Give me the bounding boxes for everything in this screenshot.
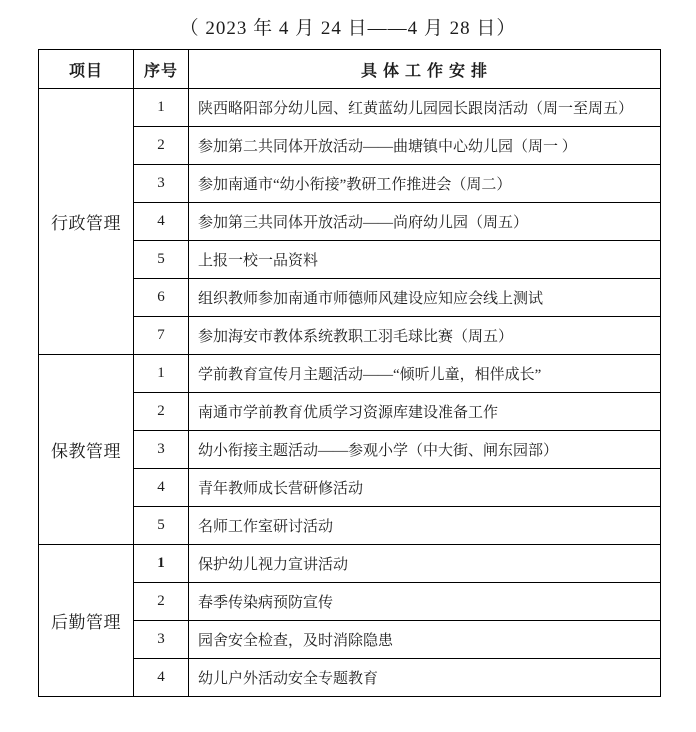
row-number: 2 — [134, 583, 189, 621]
task-cell: 青年教师成长营研修活动 — [189, 469, 661, 507]
work-schedule-table — [38, 49, 661, 697]
category-cell-logistics: 后勤管理 — [39, 545, 134, 697]
row-number: 2 — [134, 393, 189, 431]
table-row — [39, 89, 661, 127]
task-cell: 参加南通市“幼小衔接”教研工作推进会（周二） — [189, 165, 661, 203]
category-cell-administration: 行政管理 — [39, 89, 134, 355]
task-cell: 参加第三共同体开放活动——尚府幼儿园（周五） — [189, 203, 661, 241]
row-number: 6 — [134, 279, 189, 317]
row-number: 2 — [134, 127, 189, 165]
row-number: 5 — [134, 507, 189, 545]
header-row — [39, 50, 661, 89]
row-number: 1 — [134, 545, 189, 583]
table-row — [39, 545, 661, 583]
task-cell: 参加第二共同体开放活动——曲塘镇中心幼儿园（周一 ） — [189, 127, 661, 165]
task-cell: 南通市学前教育优质学习资源库建设准备工作 — [189, 393, 661, 431]
task-cell: 保护幼儿视力宣讲活动 — [189, 545, 661, 583]
header-task: 具 体 工 作 安 排 — [189, 50, 661, 89]
task-cell: 上报一校一品资料 — [189, 241, 661, 279]
row-number: 5 — [134, 241, 189, 279]
row-number: 4 — [134, 203, 189, 241]
task-cell: 组织教师参加南通市师德师风建设应知应会线上测试 — [189, 279, 661, 317]
row-number: 3 — [134, 165, 189, 203]
task-cell: 陕西略阳部分幼儿园、红黄蓝幼儿园园长跟岗活动（周一至周五） — [189, 89, 661, 127]
row-number: 4 — [134, 469, 189, 507]
task-cell: 园舍安全检查，及时消除隐患 — [189, 621, 661, 659]
header-project: 项目 — [39, 50, 134, 89]
task-cell: 学前教育宣传月主题活动——“倾听儿童，相伴成长” — [189, 355, 661, 393]
task-cell: 参加海安市教体系统教职工羽毛球比赛（周五） — [189, 317, 661, 355]
row-number: 1 — [134, 355, 189, 393]
row-number: 4 — [134, 659, 189, 697]
task-cell: 幼儿户外活动安全专题教育 — [189, 659, 661, 697]
row-number: 3 — [134, 621, 189, 659]
task-cell: 幼小衔接主题活动——参观小学（中大街、闸东园部） — [189, 431, 661, 469]
header-number: 序号 — [134, 50, 189, 89]
table-row — [39, 355, 661, 393]
document-title: （ 2023 年 4 月 24 日——4 月 28 日） — [179, 18, 517, 39]
row-number: 3 — [134, 431, 189, 469]
row-number: 7 — [134, 317, 189, 355]
row-number: 1 — [134, 89, 189, 127]
category-cell-education: 保教管理 — [39, 355, 134, 545]
task-cell: 春季传染病预防宣传 — [189, 583, 661, 621]
task-cell: 名师工作室研讨活动 — [189, 507, 661, 545]
